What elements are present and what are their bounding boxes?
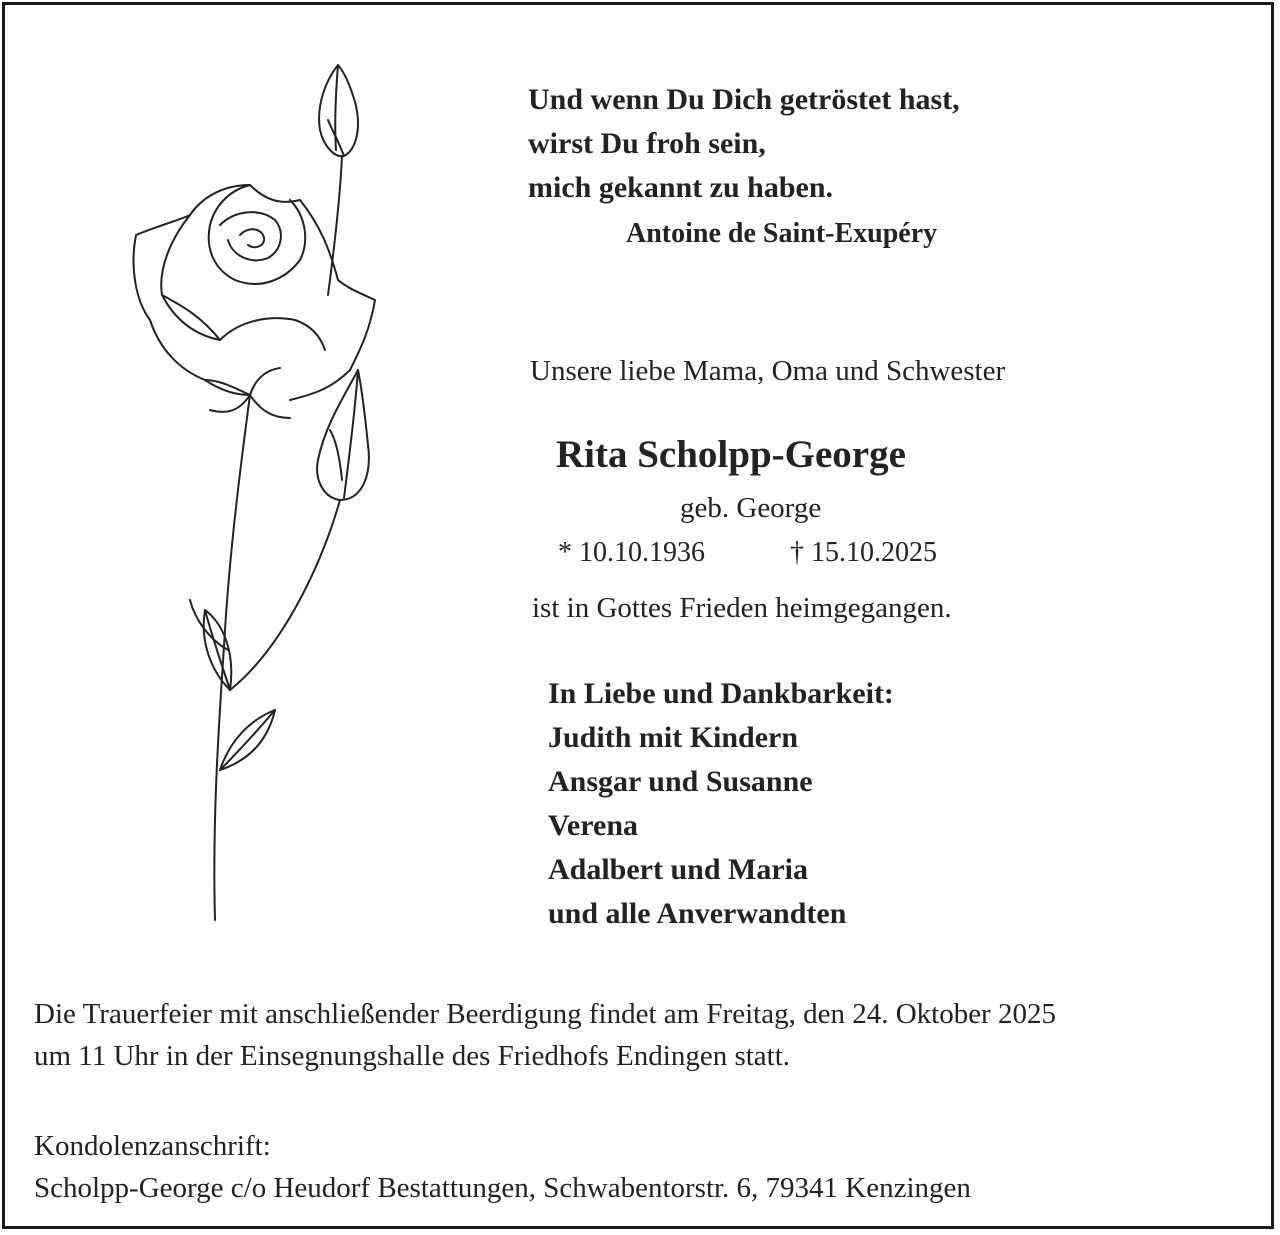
mourners-heading: In Liebe und Dankbarkeit:	[548, 677, 894, 710]
mourners-list	[548, 672, 894, 936]
birth-name: geb. George	[680, 492, 822, 524]
mourner-name: und alle Anverwandten	[548, 897, 847, 930]
rose-icon	[100, 50, 400, 940]
condolence-address-line: Scholpp-George c/o Heudorf Bestattungen, Schwabentorstr. 6, 79341 Kenzingen	[34, 1172, 971, 1204]
mourner-name: Adalbert und Maria	[548, 853, 809, 886]
quote-line: mich gekannt zu haben.	[528, 171, 834, 204]
quote-line: wirst Du froh sein,	[528, 127, 766, 160]
deceased-name: Rita Scholpp-George	[556, 433, 906, 476]
quote-text	[528, 78, 960, 210]
funeral-info	[34, 993, 1056, 1077]
condolence-address	[34, 1125, 971, 1209]
passed-away-text: ist in Gottes Frieden heimgegangen.	[532, 592, 952, 624]
quote-author: Antoine de Saint-Exupéry	[626, 218, 938, 249]
mourner-name: Verena	[548, 809, 638, 842]
funeral-line: um 11 Uhr in der Einsegnungshalle des Friedhofs Endingen statt.	[34, 1040, 791, 1072]
deceased-intro: Unsere liebe Mama, Oma und Schwester	[530, 355, 1006, 387]
mourner-name: Ansgar und Susanne	[548, 765, 813, 798]
funeral-line: Die Trauerfeier mit anschließender Beerdigung findet am Freitag, den 24. Oktober 2025	[34, 998, 1056, 1030]
birth-date: * 10.10.1936	[558, 537, 705, 568]
quote-line: Und wenn Du Dich getröstet hast,	[528, 83, 960, 116]
condolence-label: Kondolenzanschrift:	[34, 1130, 271, 1162]
mourner-name: Judith mit Kindern	[548, 721, 799, 754]
death-date: † 15.10.2025	[790, 537, 937, 568]
